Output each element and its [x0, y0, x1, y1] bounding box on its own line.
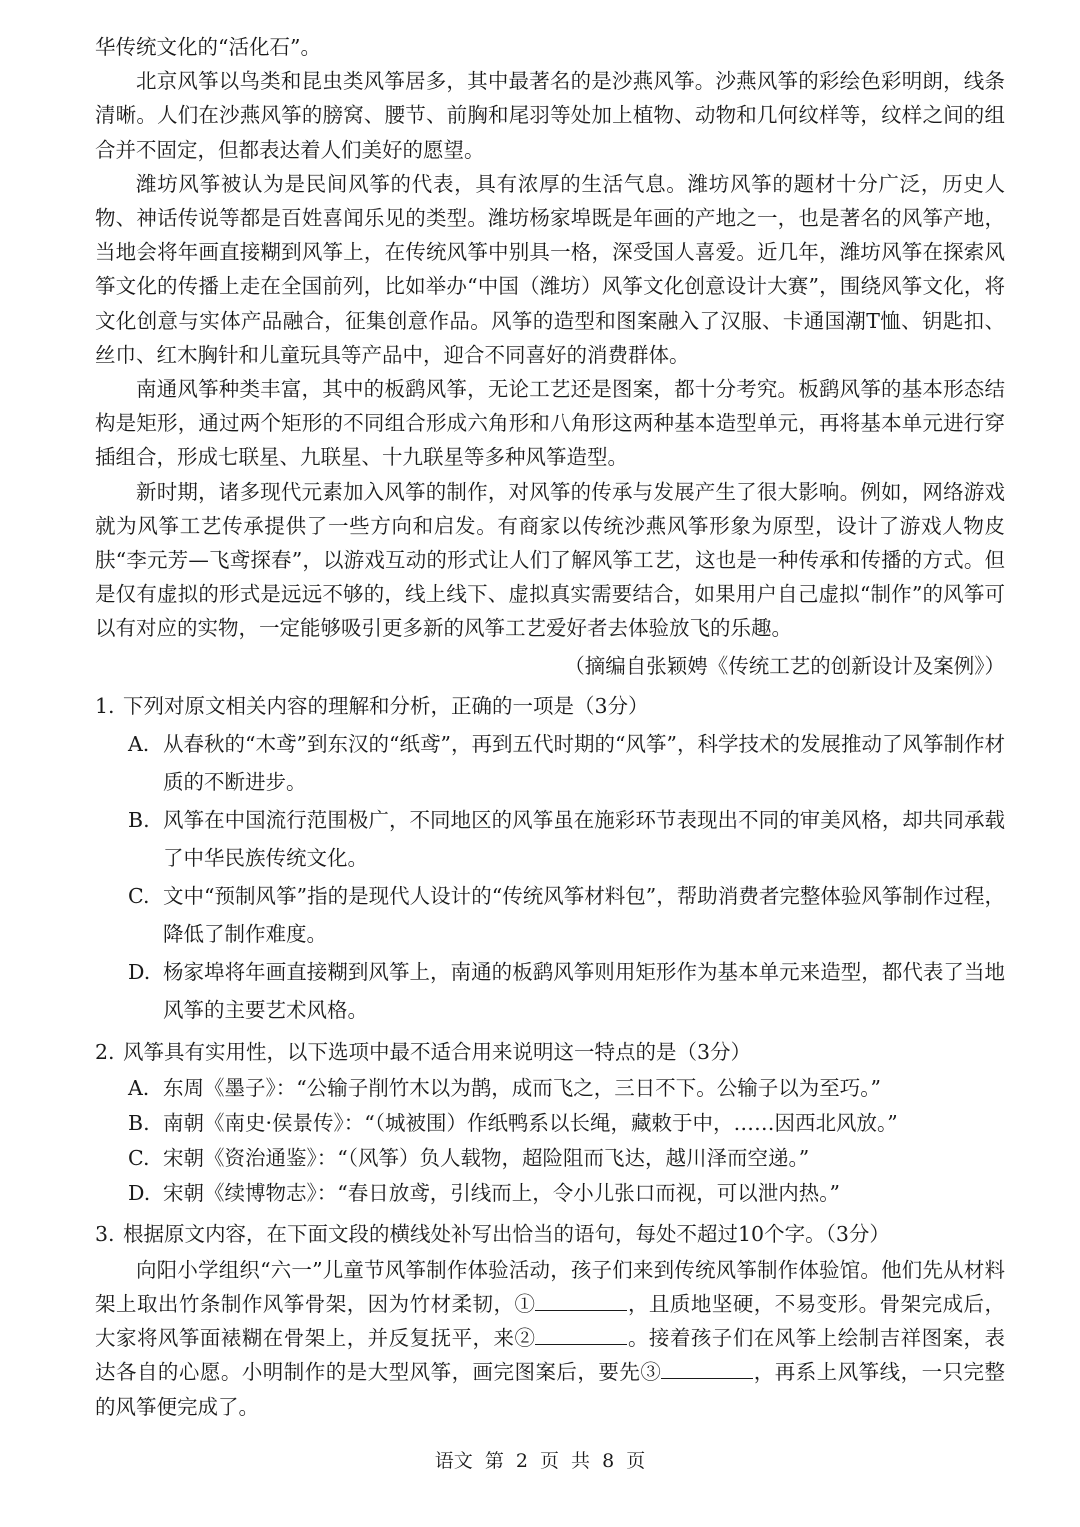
option-label: D. — [128, 959, 151, 984]
option-b — [95, 801, 1005, 877]
answer-blank-3[interactable] — [661, 1358, 753, 1379]
question-3 — [95, 1215, 1005, 1424]
passage-paragraph-beijing: 北京风筝以鸟类和昆虫类风筝居多，其中最著名的是沙燕风筝。沙燕风筝的彩绘色彩明朗，线条清晰。人们在沙燕风筝的膀窝、腰节、前胸和尾羽等处加上植物、动物和几何纹样等，纹样之间的组合并不固定，但都表达着人们美好的愿望。 — [95, 69, 1005, 162]
passage-text: ，再系上风筝线，一只完整的风筝便完成了。 — [95, 1360, 1006, 1419]
passage-source: （摘编自张颖娉《传统工艺的创新设计及案例》） — [564, 653, 1005, 678]
option-d — [95, 953, 1005, 1029]
fill-in-passage — [95, 1253, 1005, 1424]
option-label: D. — [128, 1180, 151, 1205]
option-c — [95, 1141, 1005, 1176]
option-text: 宋朝《资治通鉴》：“（风筝）负人载物，超险阻而飞达，越川泽而空递。” — [163, 1145, 810, 1170]
option-text: 杨家埠将年画直接糊到风筝上，南通的板鹞风筝则用矩形作为基本单元来造型，都代表了当地风筝的主要艺术风格。 — [163, 959, 1005, 1022]
option-text: 南朝《南史·侯景传》：“（城被围）作纸鸭系以长绳，藏敕于中，……因西北风放。” — [163, 1110, 898, 1135]
question-stem: 根据原文内容，在下面文段的横线处补写出恰当的语句，每处不超过10个字。（3分） — [123, 1221, 890, 1246]
option-text: 从春秋的“木鸢”到东汉的“纸鸢”，再到五代时期的“风筝”，科学技术的发展推动了风筝制作材质的不断进步。 — [163, 731, 1005, 794]
question-stem: 风筝具有实用性，以下选项中最不适合用来说明这一特点的是（3分） — [123, 1039, 752, 1064]
option-b — [95, 1106, 1005, 1141]
option-text: 东周《墨子》：“公输子削竹木以为鹊，成而飞之，三日不下。公输子以为至巧。” — [163, 1075, 881, 1100]
blank-marker-2: ② — [514, 1326, 536, 1351]
option-label: C. — [128, 883, 150, 908]
option-c — [95, 877, 1005, 953]
question-2 — [95, 1033, 1005, 1211]
question-stem: 下列对原文相关内容的理解和分析，正确的一项是（3分） — [123, 693, 649, 718]
question-number: 1. — [95, 693, 115, 718]
option-label: B. — [128, 807, 150, 832]
option-label: C. — [128, 1145, 150, 1170]
question-number: 3. — [95, 1221, 115, 1246]
blank-marker-3: ③ — [640, 1360, 662, 1385]
option-label: A. — [128, 731, 150, 756]
passage-paragraph-nantong: 南通风筝种类丰富，其中的板鹞风筝，无论工艺还是图案，都十分考究。板鹞风筝的基本形态结构是矩形，通过两个矩形的不同组合形成六角形和八角形这两种基本造型单元，再将基本单元进行穿插组合，形成七联星、九联星、十九联星等多种风筝造型。 — [95, 377, 1005, 470]
passage-paragraph-modern: 新时期，诸多现代元素加入风筝的制作，对风筝的传承与发展产生了很大影响。例如，网络游戏就为风筝工艺传承提供了一些方向和启发。有商家以传统沙燕风筝形象为原型，设计了游戏人物皮肤“李元芳—飞鸢探春”，以游戏互动的形式让人们了解风筝工艺，这也是一种传承和传播的方式。但是仅有虚拟的形式是远远不够的，线上线下、虚拟真实需要结合，如果用户自己虚拟“制作”的风筝可以有对应的实物，一定能够吸引更多新的风筝工艺爱好者去体验放飞的乐趣。 — [95, 479, 1005, 641]
question-number: 2. — [95, 1039, 115, 1064]
passage-paragraph-weifang: 潍坊风筝被认为是民间风筝的代表，具有浓厚的生活气息。潍坊风筝的题材十分广泛，历史人物、神话传说等都是百姓喜闻乐见的类型。潍坊杨家埠既是年画的产地之一，也是著名的风筝产地，当地会将年画直接糊到风筝上，在传统风筝中别具一格，深受国人喜爱。近几年，潍坊风筝在探索风筝文化的传播上走在全国前列，比如举办“中国（潍坊）风筝文化创意设计大赛”，围绕风筝文化，将文化创意与实体产品融合，征集创意作品。风筝的造型和图案融入了汉服、卡通国潮T恤、钥匙扣、丝巾、红木胸针和儿童玩具等产品中，迎合不同喜好的消费群体。 — [95, 171, 1005, 367]
option-text: 风筝在中国流行范围极广，不同地区的风筝虽在施彩环节表现出不同的审美风格，却共同承载了中华民族传统文化。 — [163, 807, 1005, 870]
option-label: B. — [128, 1110, 150, 1135]
blank-marker-1: ① — [514, 1292, 536, 1317]
option-a — [95, 1071, 1005, 1106]
option-text: 文中“预制风筝”指的是现代人设计的“传统风筝材料包”，帮助消费者完整体验风筝制作过程，降低了制作难度。 — [163, 883, 1005, 946]
passage-text: 向阳小学组织“六一”儿童节风筝制作体验活动，孩子们来到传统风筝制作体验馆。他们先从材料架上取出竹条制作风筝骨架，因为竹材柔韧， — [95, 1257, 1005, 1317]
passage-text: ，且质地坚硬，不易变形。骨架完成后，大家将风筝面裱糊在骨架上，并反复抚平，来 — [95, 1292, 1006, 1351]
option-a — [95, 725, 1005, 801]
answer-blank-1[interactable] — [535, 1290, 627, 1311]
passage-continuation: 华传统文化的“活化石”。 — [95, 35, 321, 59]
page-footer: 语文 第 2 页 共 8 页 — [434, 1450, 646, 1472]
answer-blank-2[interactable] — [535, 1324, 627, 1345]
option-d — [95, 1176, 1005, 1211]
exam-page — [95, 30, 1005, 1424]
option-text: 宋朝《续博物志》：“春日放鸢，引线而上，令小儿张口而视，可以泄内热。” — [163, 1180, 840, 1205]
option-label: A. — [128, 1075, 150, 1100]
question-1 — [95, 687, 1005, 1029]
passage-text: 。接着孩子们在风筝上绘制吉祥图案，表达各自的心愿。小明制作的是大型风筝，画完图案后，要先 — [95, 1326, 1006, 1385]
